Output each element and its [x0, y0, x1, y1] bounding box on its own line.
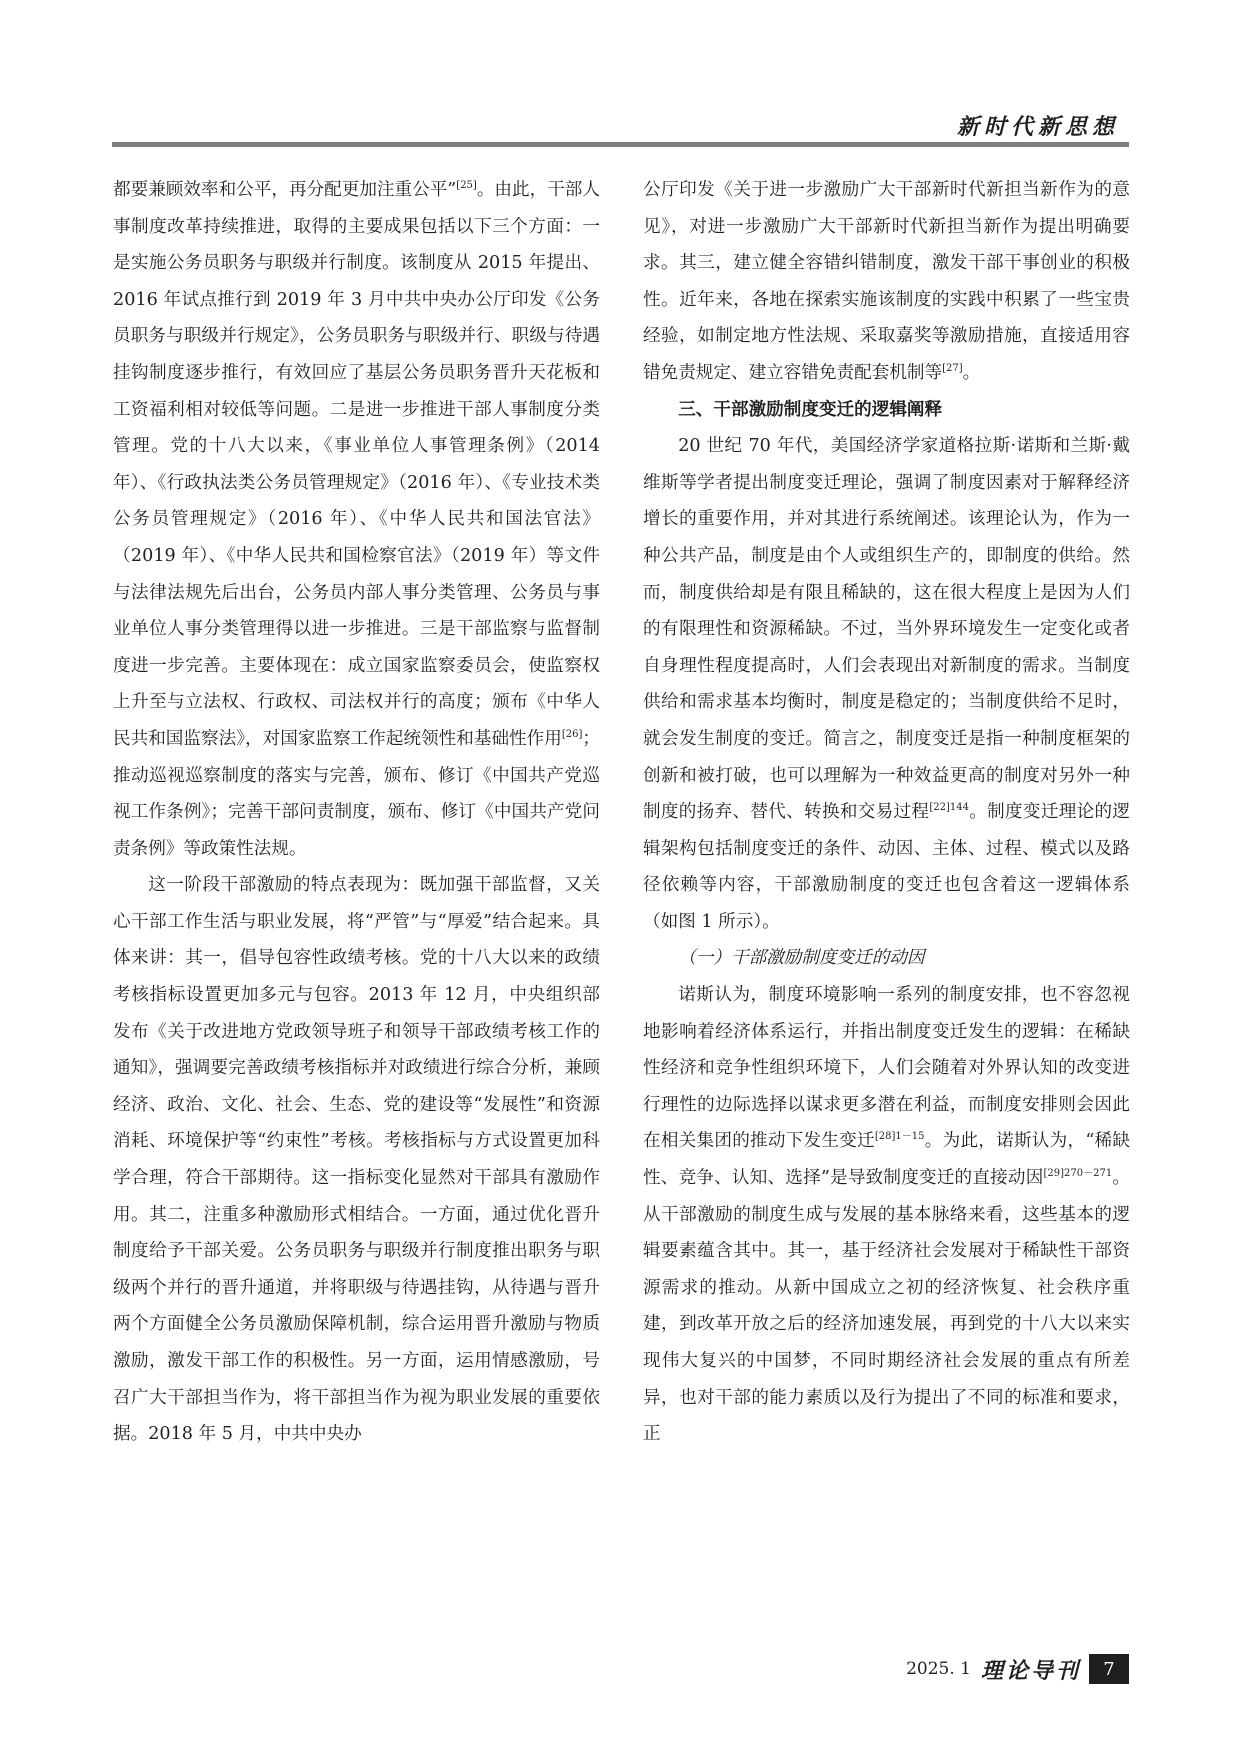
paragraph-text: 。 — [962, 362, 981, 383]
paragraph-text: 诺斯认为，制度环境影响一系列的制度安排，也不容忽视地影响着经济体系运行，并指出制度变迁发生的逻辑：在稀缺性经济和竞争性组织环境下，人们会随着对外界认知的改变进行理性的边际选择以谋求更多潜在利益，而制度安排则会因此在相关集团的推动下发生变迁 — [643, 985, 1130, 1152]
paragraph-text: 三、干部激励制度变迁的逻辑阐释 — [678, 398, 943, 420]
journal-name: 理论导刊 — [980, 1657, 1081, 1684]
paragraph-text: 都要兼顾效率和公平，再分配更加注重公平” — [113, 180, 457, 200]
paragraph — [113, 867, 600, 1453]
left-column — [113, 172, 600, 1453]
paragraph — [643, 428, 1130, 940]
citation-ref: [26] — [561, 729, 583, 741]
issue-number: 2025. 1 — [906, 1659, 971, 1679]
subsection-heading — [643, 940, 1130, 977]
paragraph — [113, 172, 600, 867]
paragraph-text: 20 世纪 70 年代，美国经济学家道格拉斯·诺斯和兰斯·戴维斯等学者提出制度变迁理论，强调了制度因素对于解释经济增长的重要作用，并对其进行系统阐述。该理论认为，作为一种公共产品，制度是由个人或组织生产的，即制度的供给。然而，制度供给却是有限且稀缺的，这在很大程度上是因为人们的有限理性和资源稀缺。不过，当外界环境发生一定变化或者自身理性程度提高时，人们会表现出对新制度的需求。当制度供给和需求基本均衡时，制度是稳定的；当制度供给不足时，就会发生制度的变迁。简言之，制度变迁是指一种制度框架的创新和被打破，也可以理解为一种效益更高的制度对另外一种制度的扬弃、替代、转换和交易过程 — [643, 436, 1130, 823]
page-number: 7 — [1089, 1654, 1129, 1684]
paragraph-text: 公厅印发《关于进一步激励广大干部新时代新担当新作为的意见》，对进一步激励广大干部新时代新担当新作为提出明确要求。其三，建立健全容错纠错制度，激发干部干事创业的积极性。近年来，各地在探索实施该制度的实践中积累了一些宝贵经验，如制定地方性法规、采取嘉奖等激励措施，直接适用容错免责规定、建立容错免责配套机制等 — [643, 180, 1130, 383]
paragraph-text: 。为此，诺斯认为，“稀缺性、竞争、认知、选择”是导致制度变迁的直接动因 — [643, 1131, 1130, 1189]
citation-ref: [28]1－15 — [874, 1131, 925, 1143]
page-footer — [906, 1654, 1129, 1684]
running-header: 新时代新思想 — [956, 114, 1119, 140]
header-rule — [112, 142, 1129, 147]
citation-ref: [29]270－271 — [1043, 1168, 1113, 1180]
paragraph — [643, 172, 1130, 392]
paragraph-text: 这一阶段干部激励的特点表现为：既加强干部监督，又关心干部工作生活与职业发展，将“严管”与“厚爱”结合起来。具体来讲：其一，倡导包容性政绩考核。党的十八大以来的政绩考核指标设置更加多元与包容。2013 年 12 月，中央组织部发布《关于改进地方党政领导班子和领导干部政绩考核工作的通知》，强调要完善政绩考核指标并对政绩进行综合分析，兼顾经济、政治、文化、社会、生态、党的建设等“发展性”和资源消耗、环境保护等“约束性”考核。考核指标与方式设置更加科学合理，符合干部期待。这一指标变化显然对干部具有激励作用。其二，注重多种激励形式相结合。一方面，通过优化晋升制度给予干部关爱。公务员职务与职级并行制度推出职务与职级两个并行的晋升通道，并将职级与待遇挂钩，从待遇与晋升两个方面健全公务员激励保障机制，综合运用晋升激励与物质激励，激发干部工作的积极性。另一方面，运用情感激励，号召广大干部担当作为，将干部担当作为视为职业发展的重要依据。2018 年 5 月，中共中央办 — [113, 875, 600, 1445]
paragraph-text: 。制度变迁理论的逻辑架构包括制度变迁的条件、动因、主体、过程、模式以及路径依赖等内容，干部激励制度的变迁也包含着这一逻辑体系（如图 1 所示）。 — [643, 802, 1130, 932]
paragraph-text: ；推动巡视巡察制度的落实与完善，颁布、修订《中国共产党巡视工作条例》；完善干部问责制度，颁布、修订《中国共产党问责条例》等政策性法规。 — [113, 728, 600, 859]
section-heading — [643, 392, 1130, 429]
citation-ref: [25] — [456, 180, 477, 192]
paragraph-text: 。由此，干部人事制度改革持续推进，取得的主要成果包括以下三个方面：一是实施公务员职务与职级并行制度。该制度从 2015 年提出、2016 年试点推行到 2019 年 3 月中共中央办公厅印发《公务员职务与职级并行规定》，公务员职务与职级并行、职级与待遇挂钩制度逐步推行，有效回应了基层公务员职务晋升天花板和工资福利相对较低等问题。二是进一步推进干部人事制度分类管理。党的十八大以来，《事业单位人事管理条例》（2014 年）、《行政执法类公务员管理规定》（2016 年）、《专业技术类公务员管理规定》（2016 年）、《中华人民共和国法官法》（2019 年）、《中华人民共和国检察官法》（2019 年）等文件与法律法规先后出台，公务员内部人事分类管理、公务员与事业单位人事分类管理得以进一步推进。三是干部监察与监督制度进一步完善。主要体现在：成立国家监察委员会，使监察权上升至与立法权、行政权、司法权并行的高度；颁布《中华人民共和国监察法》，对国家监察工作起统领性和基础性作用 — [113, 180, 600, 749]
citation-ref: [22]144 — [929, 802, 969, 814]
paragraph-text: （一）干部激励制度变迁的动因 — [678, 948, 925, 969]
right-column — [643, 172, 1130, 1453]
paragraph-text: 。从干部激励的制度生成与发展的基本脉络来看，这些基本的逻辑要素蕴含其中。其一，基于经济社会发展对于稀缺性干部资源需求的推动。从新中国成立之初的经济恢复、社会秩序重建，到改革开放之后的经济加速发展，再到党的十八大以来实现伟大复兴的中国梦，不同时期经济社会发展的重点有所差异，也对干部的能力素质以及行为提出了不同的标准和要求，正 — [643, 1168, 1130, 1445]
citation-ref: [27] — [942, 363, 963, 375]
paragraph — [643, 977, 1130, 1453]
